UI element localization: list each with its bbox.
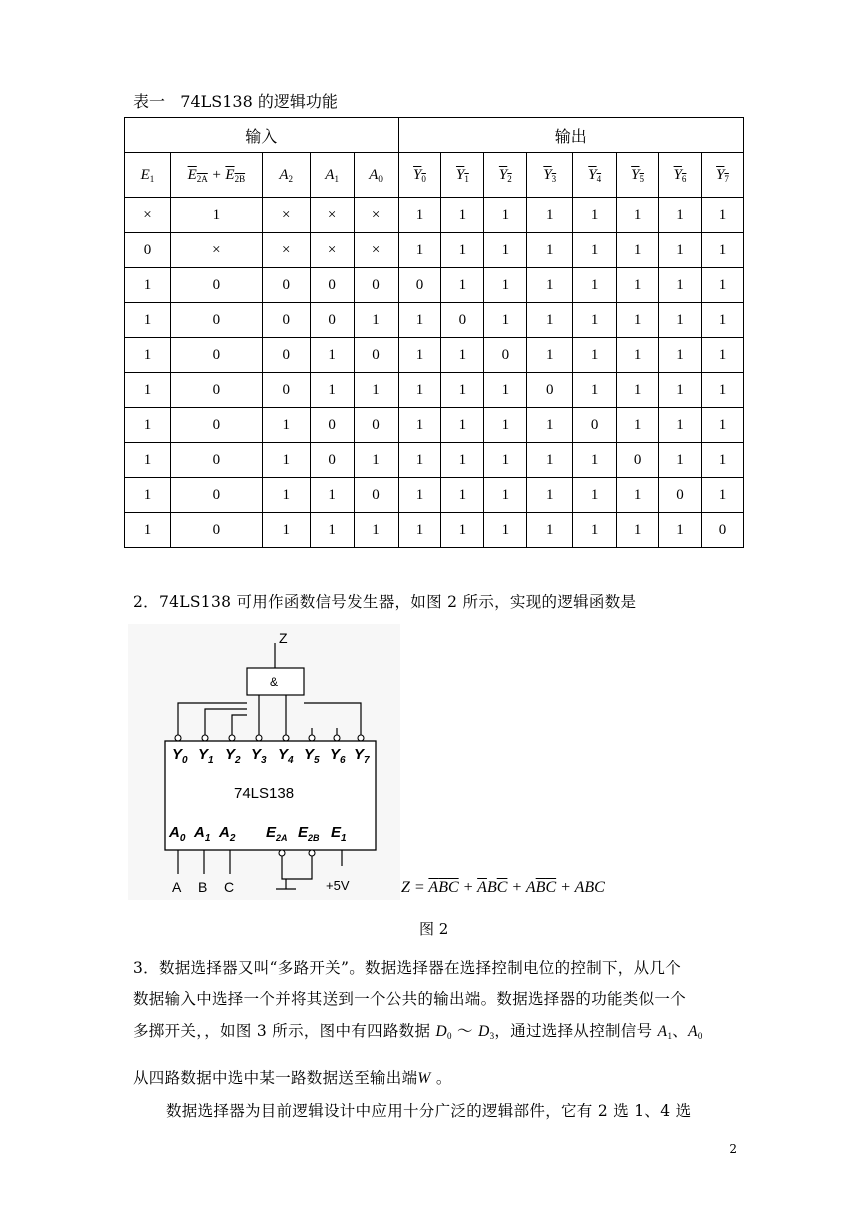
table-cell: 1 [354,373,398,408]
svg-text:Y3: $Y_3$ [251,746,267,766]
table-cell: 0 [354,268,398,303]
table-cell: 1 [659,373,702,408]
table-cell: 1 [441,233,484,268]
table-cell: 1 [659,513,702,548]
table-cell: 0 [527,373,573,408]
table-cell: 1 [398,478,441,513]
table-row [125,478,744,513]
table-cell: × [170,233,262,268]
table-cell: 1 [398,233,441,268]
col-y7: $Y_7$ [701,153,743,198]
table-cell: 1 [527,408,573,443]
table-cell: 1 [484,373,527,408]
table-cell: 1 [617,408,659,443]
svg-text:Y7: $Y_7$ [354,746,370,766]
table-cell: 0 [170,443,262,478]
svg-text:Y5: $Y_5$ [304,746,320,766]
table-cell: 1 [573,373,617,408]
table-cell: 1 [441,408,484,443]
table-cell: 1 [262,513,310,548]
table-cell: 0 [262,338,310,373]
table-cell: 1 [573,443,617,478]
table-cell: 0 [354,478,398,513]
vcc-label: +5V [326,878,350,893]
table-row [125,443,744,478]
input-a-label: A [172,879,182,895]
col-y6: $Y_6$ [659,153,702,198]
table-cell: × [354,198,398,233]
logic-function-equation: $Z = \overline{A}\overline{B}\overline{C} + \overline{A}B\overline{C} + A\overline{B}\overline{C}$ + ABC [401,879,605,896]
col-y0: $Y_0$ [398,153,441,198]
table-cell: 1 [354,303,398,338]
paragraph-3-line-1: 3．数据选择器又叫“多路开关”。数据选择器在选择控制电位的控制下，从几个 [133,959,682,977]
table-cell: 1 [527,443,573,478]
table-cell: 0 [170,513,262,548]
col-y2: $Y_2$ [484,153,527,198]
table-cell: 0 [310,303,354,338]
table-cell: 0 [354,338,398,373]
table-cell: 1 [527,338,573,373]
table-cell: 1 [484,268,527,303]
paragraph-3-line-4: 从四路数据中选中某一路数据送至输出端W 。 [133,1069,452,1087]
table-cell: 0 [354,408,398,443]
table-cell: 1 [484,408,527,443]
table-cell: 0 [170,268,262,303]
table-cell: 1 [441,198,484,233]
table-cell: 1 [573,303,617,338]
svg-text:A2: $A_2$ [219,824,236,844]
table-cell: 1 [659,443,702,478]
table-cell: 0 [701,513,743,548]
table-cell: 1 [701,408,743,443]
table-cell: 1 [527,198,573,233]
table-cell: 1 [441,268,484,303]
table-caption: 表一 74LS138 的逻辑功能 [133,92,338,111]
table-cell: 0 [617,443,659,478]
table-cell: 1 [617,513,659,548]
table-cell: 1 [573,268,617,303]
table-cell: 1 [398,373,441,408]
paragraph-4: 数据选择器为目前逻辑设计中应用十分广泛的逻辑部件，它有 2 选 1、4 选 [166,1102,692,1120]
table-cell: 0 [310,443,354,478]
table-cell: 1 [125,408,171,443]
table-cell: 1 [484,513,527,548]
table-cell: 0 [125,233,171,268]
col-y5: $Y_5$ [617,153,659,198]
table-cell: 1 [527,268,573,303]
table-cell: 1 [659,233,702,268]
table-cell: 1 [617,373,659,408]
paragraph-2: 2．74LS138 可用作函数信号发生器，如图 2 所示，实现的逻辑函数是 [133,593,637,611]
table-row [125,373,744,408]
table-cell: 1 [659,408,702,443]
svg-text:Y1: $Y_1$ [198,746,214,766]
table-cell: 1 [701,268,743,303]
table-cell: × [125,198,171,233]
table-cell: 1 [398,513,441,548]
table-cell: 1 [573,478,617,513]
table-cell: 1 [527,233,573,268]
table-cell: 1 [125,338,171,373]
table-cell: × [310,198,354,233]
table-cell: 1 [484,198,527,233]
table-cell: 1 [441,443,484,478]
svg-text:A0: $A_0$ [169,824,186,844]
table-cell: 0 [170,303,262,338]
table-cell: 1 [125,513,171,548]
table-row [125,338,744,373]
table-cell: 1 [659,338,702,373]
table-cell: 0 [262,373,310,408]
input-group-header: 输入 [125,118,399,153]
table-cell: 0 [398,268,441,303]
table-cell: 1 [441,373,484,408]
table-cell: 1 [310,373,354,408]
svg-text:E2A: $E_{2A}$ [266,824,288,843]
table-row [125,513,744,548]
table-cell: 1 [262,408,310,443]
col-a0: $A_0$ [354,153,398,198]
table-cell: 1 [484,303,527,338]
table-cell: 1 [617,198,659,233]
paragraph-3-line-2: 数据输入中选择一个并将其送到一个公共的输出端。数据选择器的功能类似一个 [133,990,687,1008]
table-row [125,303,744,338]
table-cell: 1 [527,478,573,513]
table-cell: 0 [310,408,354,443]
svg-text:Y4: $Y_4$ [278,746,294,766]
table-row [125,268,744,303]
table-cell: 1 [398,303,441,338]
table-cell: 0 [170,338,262,373]
input-b-label: B [198,879,208,895]
table-cell: 1 [617,233,659,268]
table-cell: 1 [125,373,171,408]
table-cell: 1 [262,478,310,513]
table-cell: 1 [398,198,441,233]
svg-text:A1: $A_1$ [194,824,211,844]
table-cell: 0 [573,408,617,443]
table-cell: 1 [262,443,310,478]
table-cell: 1 [398,408,441,443]
table-cell: 0 [170,373,262,408]
table-row [125,198,744,233]
output-group-header: 输出 [398,118,743,153]
table-cell: 1 [310,478,354,513]
table-cell: 1 [484,478,527,513]
table-cell: 1 [659,268,702,303]
table-cell: 1 [617,338,659,373]
table-cell: 1 [354,443,398,478]
table-cell: 0 [484,338,527,373]
table-cell: 1 [441,338,484,373]
svg-text:Y0: $Y_0$ [172,746,188,766]
table-cell: 1 [701,443,743,478]
col-y4: $Y_4$ [573,153,617,198]
table-cell: 0 [441,303,484,338]
table-cell: 1 [484,443,527,478]
table-cell: 1 [527,513,573,548]
table-cell: 1 [354,513,398,548]
col-e2a-e2b: $E_{2A} + E_{2B}$ [170,153,262,198]
table-cell: 1 [441,513,484,548]
and-gate-symbol: & [270,675,279,689]
table-cell: 1 [398,443,441,478]
chip-name: 74LS138 [234,785,295,802]
col-a1: $A_1$ [310,153,354,198]
table-cell: 1 [398,338,441,373]
table-cell: 1 [310,513,354,548]
table-cell: 1 [659,198,702,233]
table-row [125,408,744,443]
figure-2-circuit [128,624,400,900]
table-cell: 1 [701,303,743,338]
table-cell: 1 [701,373,743,408]
table-cell: 0 [262,303,310,338]
table-cell: 1 [573,338,617,373]
table-cell: 0 [659,478,702,513]
table-cell: 1 [125,303,171,338]
table-cell: 1 [701,338,743,373]
table-cell: 1 [701,478,743,513]
table-cell: × [262,233,310,268]
column-header-row [125,153,744,198]
table-cell: 1 [573,233,617,268]
table-cell: 1 [125,268,171,303]
table-cell: 1 [701,198,743,233]
table-cell: 1 [701,233,743,268]
table-cell: 1 [527,303,573,338]
table-cell: 1 [573,198,617,233]
table-cell: 0 [310,268,354,303]
paragraph-3-line-3: 多掷开关，，如图 3 所示，图中有四路数据 $D_0$ ～ $D_3$，通过选择从控制信号 $A_1$、$A_0$ [133,1022,703,1041]
table-cell: 1 [617,478,659,513]
input-c-label: C [224,879,235,895]
table-cell: 1 [484,233,527,268]
table-cell: 1 [659,303,702,338]
table-cell: 1 [310,338,354,373]
table-cell: 1 [573,513,617,548]
table-cell: × [310,233,354,268]
table-cell: 0 [170,408,262,443]
table-cell: × [262,198,310,233]
page-number: 2 [729,1142,737,1156]
svg-text:E1: $E_1$ [331,824,347,844]
table-cell: 1 [170,198,262,233]
svg-text:Y2: $Y_2$ [225,746,241,766]
table-cell: 1 [125,443,171,478]
table-cell: 1 [617,303,659,338]
figure-2-caption: 图 2 [419,920,449,938]
table-cell: 0 [262,268,310,303]
table-cell: 1 [441,478,484,513]
col-e1: $E_1$ [125,153,171,198]
col-a2: $A_2$ [262,153,310,198]
table-cell: × [354,233,398,268]
table-cell: 1 [125,478,171,513]
z-output-label: Z [279,630,288,646]
table-cell: 1 [617,268,659,303]
truth-table [124,117,744,548]
table-cell: 0 [170,478,262,513]
col-y1: $Y_1$ [441,153,484,198]
svg-text:E2B: $E_{2B}$ [298,824,320,843]
table-row [125,233,744,268]
col-y3: $Y_3$ [527,153,573,198]
svg-text:Y6: $Y_6$ [330,746,346,766]
